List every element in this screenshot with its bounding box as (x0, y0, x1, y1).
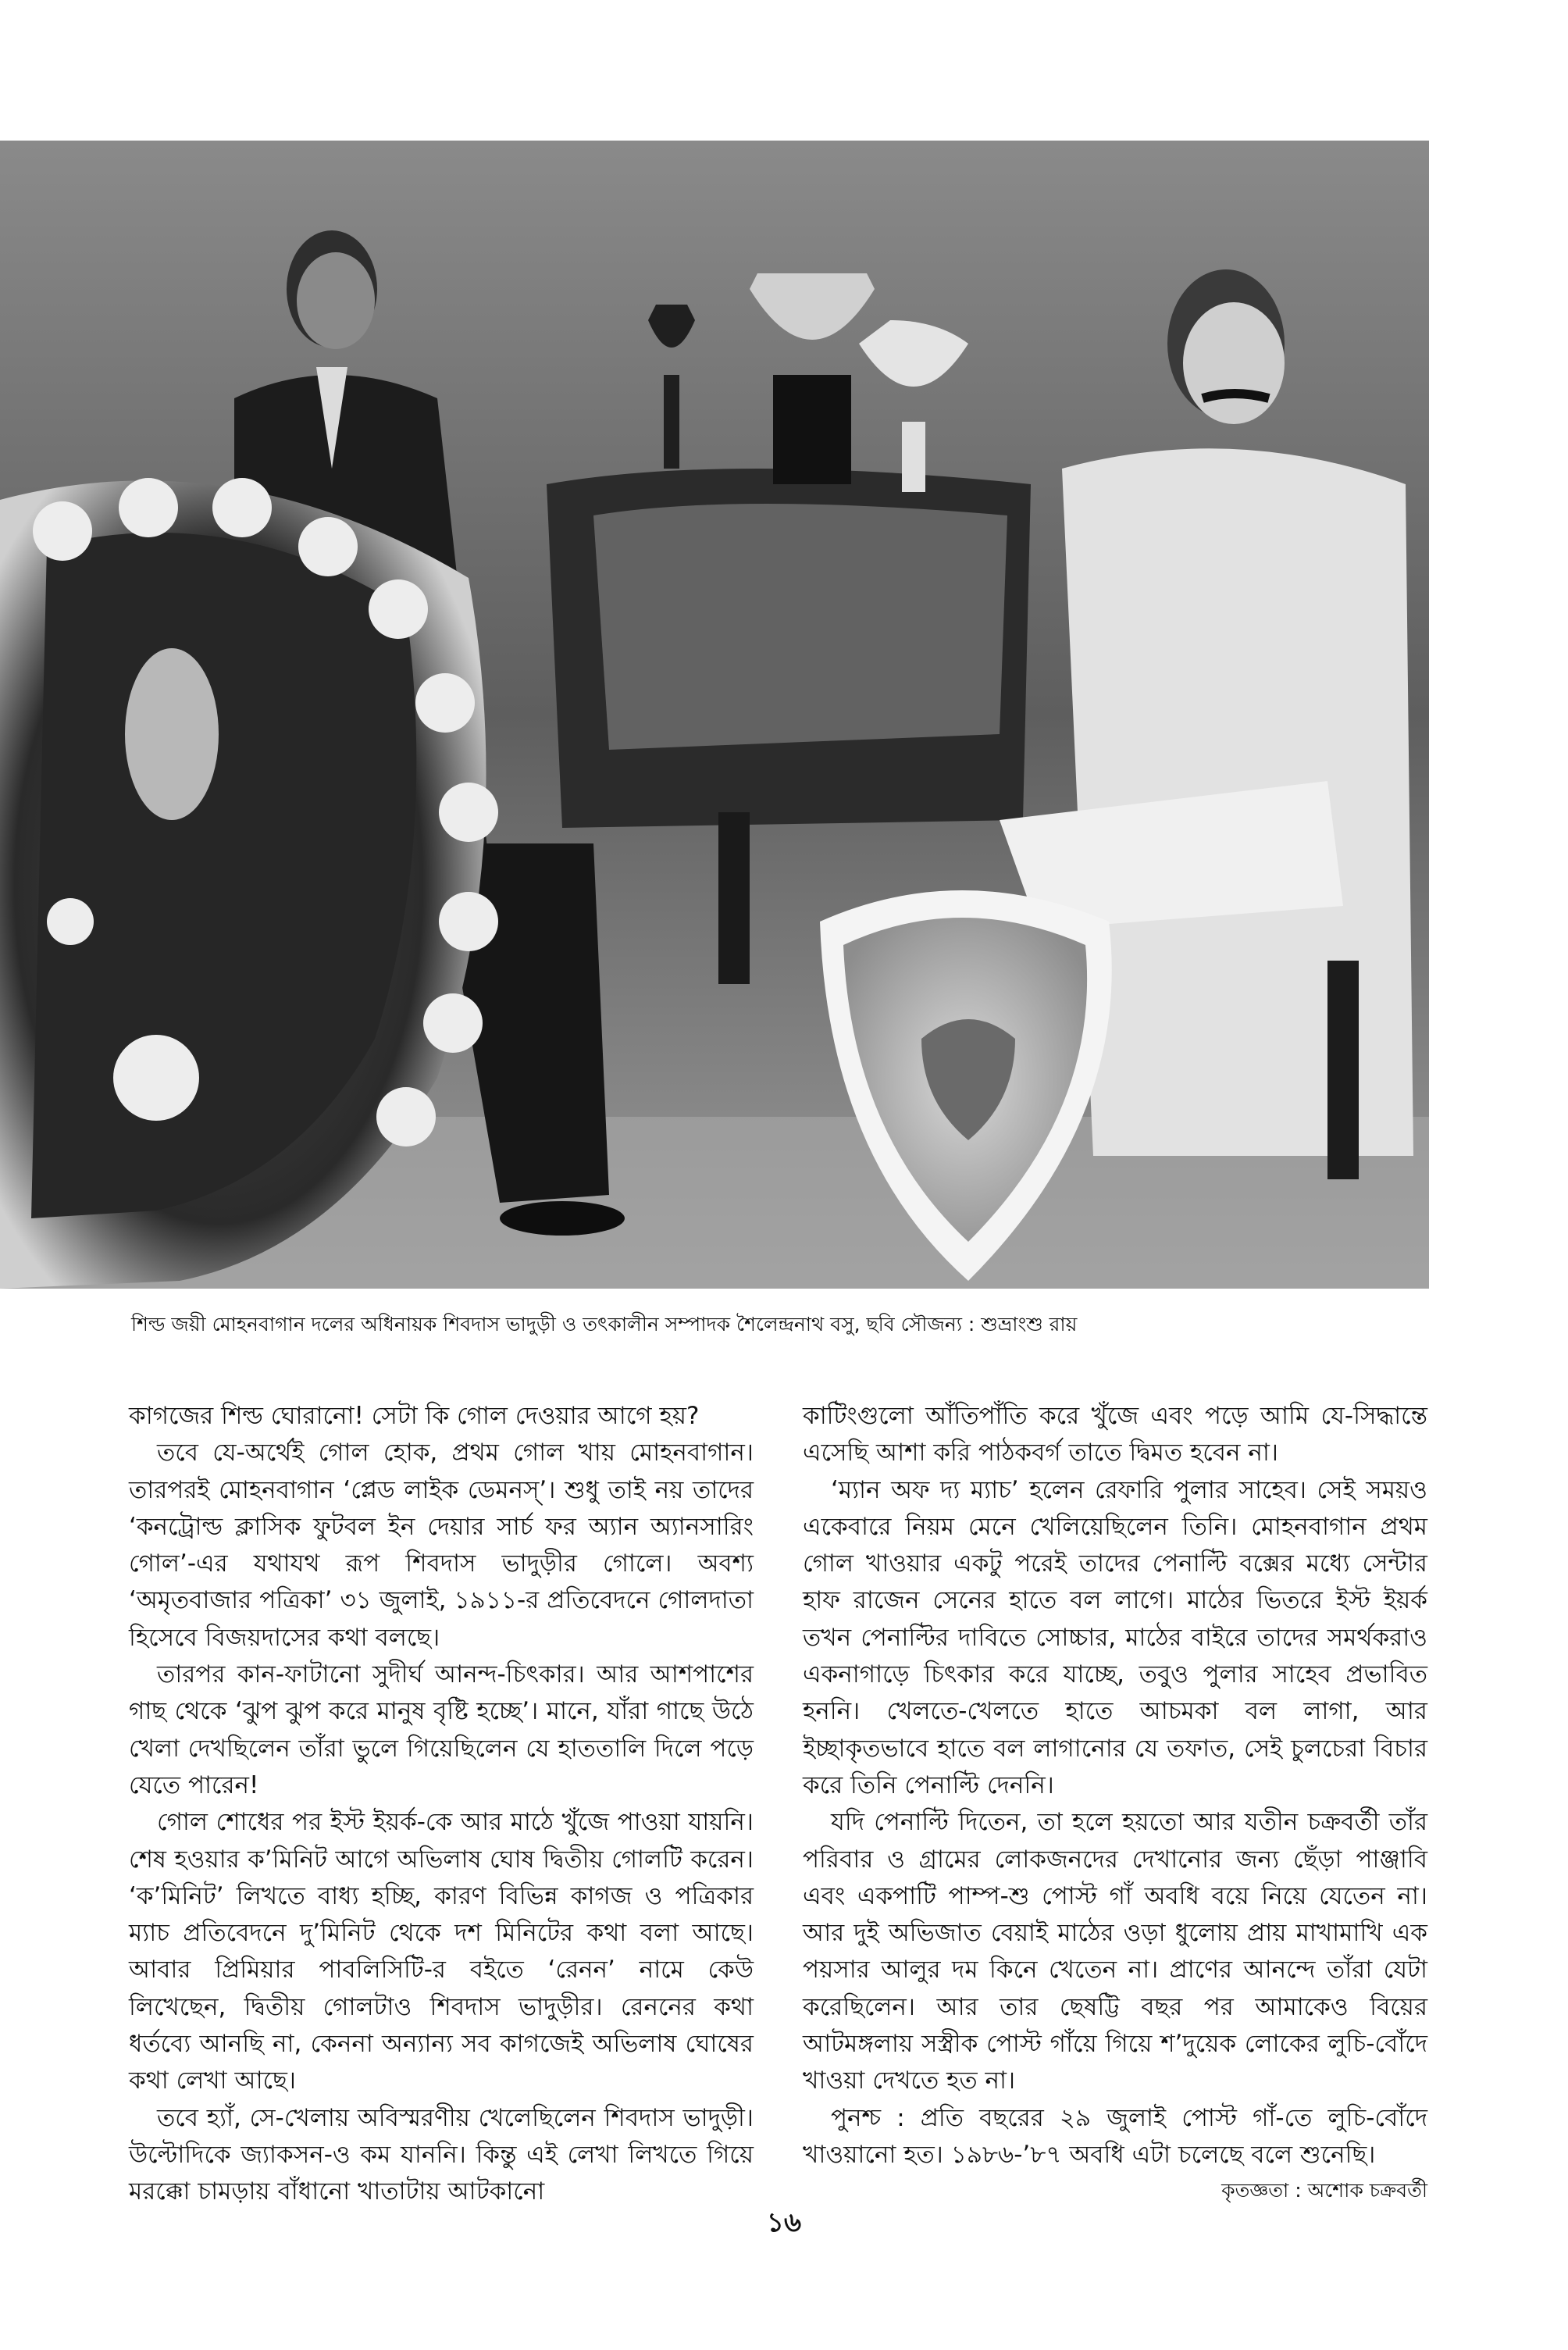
article-paragraph: তারপর কান-ফাটানো সুদীর্ঘ আনন্দ-চিৎকার। আর আশপাশের গাছ থেকে ‘ঝুপ ঝুপ করে মানুষ বৃষ্টি হচ্ছে’। মানে, যাঁরা গাছে উঠে খেলা দেখছিলেন তাঁরা ভুলে গিয়েছিলেন যে হাততালি দিলে পড়ে যেতে পারেন! (129, 1660, 754, 1799)
photo-caption: শিল্ড জয়ী মোহনবাগান দলের অধিনায়ক শিবদাস ভাদুড়ী ও তৎকালীন সম্পাদক শৈলেন্দ্রনাথ বসু, ছবি সৌজন্য : শুভ্রাংশু রায় (131, 1313, 1078, 1335)
article-paragraph: তবে হ্যাঁ, সে-খেলায় অবিস্মরণীয় খেলেছিলেন শিবদাস ভাদুড়ী। উল্টোদিকে জ্যাকসন-ও কম যাননি। কিন্তু এই লেখা লিখতে গিয়ে মরক্কো চামড়ায় বাঁধানো খাতাটায় আটকানো (129, 2103, 754, 2206)
photo-illustration (0, 141, 1429, 1289)
article-paragraph: তবে যে-অর্থেই গোল হোক, প্রথম গোল খায় মোহনবাগান। তারপরই মোহনবাগান ‘প্লেড লাইক ডেমনস্’। শুধু তাই নয় তাদের ‘কনট্রোল্ড ক্লাসিক ফুটবল ইন দেয়ার সার্চ ফর অ্যান অ্যানসারিং গোল’-এর যথাযথ রূপ শিবদাস ভাদুড়ীর গোলে। অবশ্য ‘অমৃতবাজার পত্রিকা’ ৩১ জুলাই, ১৯১১-র প্রতিবেদনে গোলদাতা হিসেবে বিজয়দাসের কথা বলছে। (129, 1439, 754, 1652)
article-paragraph: কাগজের শিল্ড ঘোরানো! সেটা কি গোল দেওয়ার আগে হয়? (129, 1402, 700, 1430)
article-paragraph: যদি পেনাল্টি দিতেন, তা হলে হয়তো আর যতীন চক্রবর্তী তাঁর পরিবার ও গ্রামের লোকজনদের দেখানোর জন্য ছেঁড়া পাঞ্জাবি এবং একপাটি পাম্প-শু পোস্ট গাঁ অবধি বয়ে নিয়ে যেতেন না। আর দুই অভিজাত বেয়াই মাঠের ওড়া ধুলোয় প্রায় মাখামাখি এক পয়সার আলুর দম কিনে খেতেন না। প্রাণের আনন্দে তাঁরা যেটা করেছিলেন। আর তার ছেষট্টি বছর পর আমাকেও বিয়ের আটমঙ্গলায় সস্ত্রীক পোস্ট গাঁয়ে গিয়ে শ’দুয়েক লোকের লুচি-বোঁদে খাওয়া দেখতে হত না। (803, 1808, 1427, 2095)
article-paragraph: কাটিংগুলো আঁতিপাঁতি করে খুঁজে এবং পড়ে আমি যে-সিদ্ধান্তে এসেছি আশা করি পাঠকবর্গ তাতে দ্বিমত হবেন না। (803, 1402, 1427, 1467)
article-column-left (129, 1398, 754, 2211)
article-column-right (803, 1398, 1427, 2206)
page-number: ১৬ (766, 2207, 802, 2238)
acknowledgement-credit: কৃতজ্ঞতা : অশোক চক্রবর্তী (1221, 2179, 1427, 2202)
archival-photo (0, 141, 1429, 1289)
article-paragraph: গোল শোধের পর ইস্ট ইয়র্ক-কে আর মাঠে খুঁজে পাওয়া যায়নি। শেষ হওয়ার ক’মিনিট আগে অভিলাষ ঘোষ দ্বিতীয় গোলটি করেন। ‘ক’মিনিট’ লিখতে বাধ্য হচ্ছি, কারণ বিভিন্ন কাগজ ও পত্রিকার ম্যাচ প্রতিবেদনে দু’মিনিট থেকে দশ মিনিটের কথা বলা আছে। আবার প্রিমিয়ার পাবলিসিটি-র বইতে ‘রেনন’ নামে কেউ লিখেছেন, দ্বিতীয় গোলটাও শিবদাস ভাদুড়ীর। রেননের কথা ধর্তব্যে আনছি না, কেননা অন্যান্য সব কাগজেই অভিলাষ ঘোষের কথা লেখা আছে। (129, 1808, 754, 2095)
article-paragraph: ‘ম্যান অফ দ্য ম্যাচ’ হলেন রেফারি পুলার সাহেব। সেই সময়ও একেবারে নিয়ম মেনে খেলিয়েছিলেন তিনি। মোহনবাগান প্রথম গোল খাওয়ার একটু পরেই তাদের পেনাল্টি বক্সের মধ্যে সেন্টার হাফ রাজেন সেনের হাতে বল লাগে। মাঠের ভিতরে ইস্ট ইয়র্ক তখন পেনাল্টির দাবিতে সোচ্চার, মাঠের বাইরে তাদের সমর্থকরাও একনাগাড়ে চিৎকার করে যাচ্ছে, তবুও পুলার সাহেব প্রভাবিত হননি। খেলতে-খেলতে হাতে আচমকা বল লাগা, আর ইচ্ছাকৃতভাবে হাতে বল লাগানোর যে তফাত, সেই চুলচেরা বিচার করে তিনি পেনাল্টি দেননি। (803, 1475, 1427, 1799)
article-paragraph: পুনশ্চ : প্রতি বছরের ২৯ জুলাই পোস্ট গাঁ-তে লুচি-বোঁদে খাওয়ানো হত। ১৯৮৬-’৮৭ অবধি এটা চলেছে বলে শুনেছি। (803, 2103, 1427, 2169)
